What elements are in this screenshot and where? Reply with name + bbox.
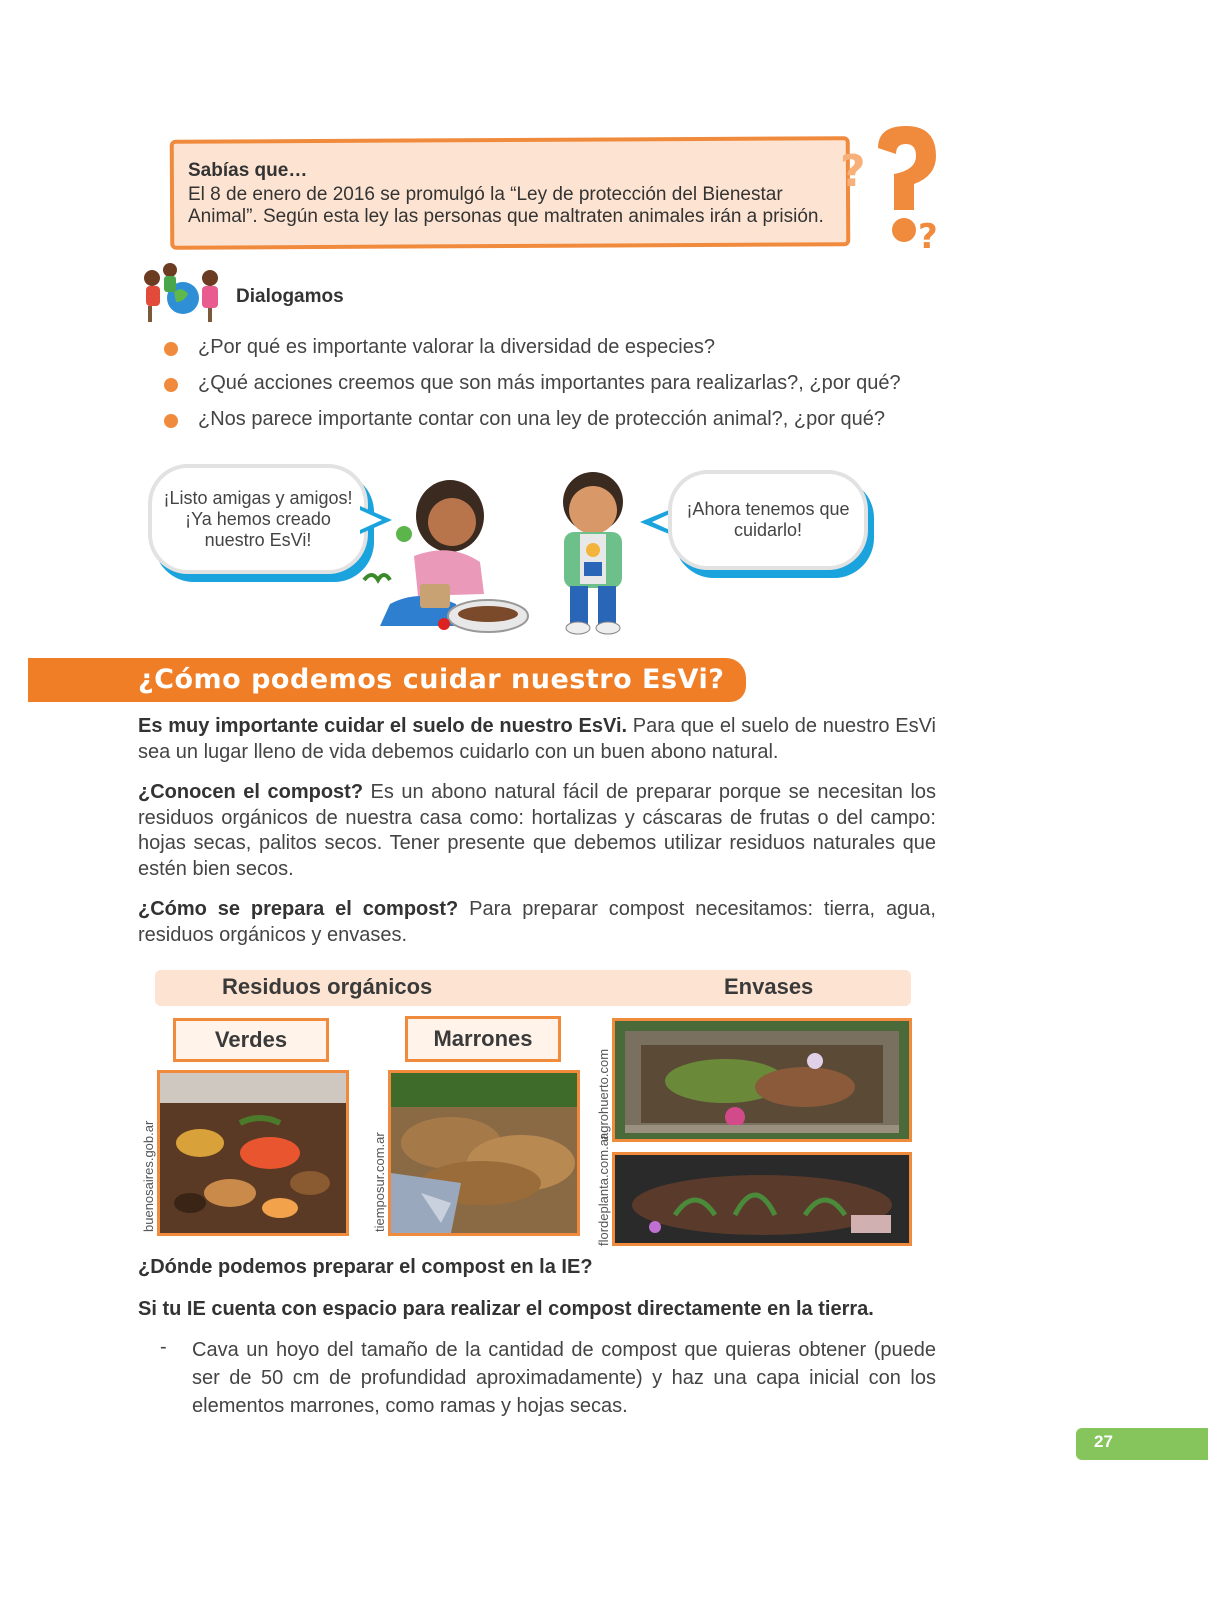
- list-item: ¿Nos parece importante contar con una ley de protección animal?, ¿por qué?: [164, 408, 901, 444]
- children-globe-icon: [138, 258, 228, 328]
- dialog-questions-list: [164, 336, 901, 444]
- verdes-photo: [157, 1070, 349, 1236]
- svg-text:?: ?: [840, 146, 866, 197]
- speech-bubble-left: [148, 464, 368, 574]
- question-marks-icon: [838, 118, 948, 268]
- residuos-organicos-label: Residuos orgánicos: [222, 974, 433, 999]
- paragraph-suelo: Es muy importante cuidar el suelo de nuestro EsVi. Para que el suelo de nuestro EsVi sea un lugar lleno de vida debemos cuidarlo con un buen abono natural.: [138, 715, 936, 763]
- speech-bubble-right: [668, 470, 868, 570]
- bullet-icon: [164, 414, 178, 428]
- verdes-label: Verdes: [173, 1018, 329, 1062]
- marrones-photo: [388, 1070, 580, 1236]
- dialogamos-title: Dialogamos: [236, 286, 344, 307]
- bullet-icon: [164, 378, 178, 392]
- photo-credit: tiemposur.com.ar: [372, 1132, 387, 1232]
- sabias-que-text: El 8 de enero de 2016 se promulgó la “Ley de protección del Bienestar Animal”. Según esta ley las personas que maltraten animales irán a prisión.: [188, 184, 824, 227]
- sabias-que-title: Sabías que…: [188, 160, 308, 181]
- list-item: ¿Por qué es importante valorar la diversidad de especies?: [164, 336, 901, 372]
- paragraph-prepara: ¿Cómo se prepara el compost? Para preparar compost necesitamos: tierra, agua, residuos orgánicos y envases.: [138, 898, 936, 946]
- marrones-label: Marrones: [405, 1016, 561, 1062]
- where-subtitle: Si tu IE cuenta con espacio para realizar el compost directamente en la tierra.: [138, 1298, 874, 1320]
- where-question: ¿Dónde podemos preparar el compost en la IE?: [138, 1256, 593, 1278]
- svg-text:?: ?: [918, 217, 938, 257]
- list-item: ¿Qué acciones creemos que son más importantes para realizarlas?, ¿por qué?: [164, 372, 901, 408]
- photo-credit: agrohuerto.com: [596, 1048, 611, 1140]
- boy-illustration: [548, 470, 638, 635]
- page-number: 27: [1094, 1432, 1113, 1451]
- speech-bubble-left-text: ¡Listo amigas y amigos! ¡Ya hemos creado nuestro EsVi!: [163, 487, 353, 550]
- envases-label: Envases: [724, 974, 814, 999]
- paragraph-compost: ¿Conocen el compost? Es un abono natural fácil de preparar porque se necesitan los residuos orgánicos de nuestra casa como: hortalizas y cáscaras de frutas o del campo: hojas secas, palitos secos. Tener presente que debemos utilizar residuos naturales que estén bien secos.: [138, 781, 937, 880]
- envases-photo-1: [612, 1018, 912, 1142]
- envases-photo-2: [612, 1152, 912, 1246]
- speech-bubble-right-text: ¡Ahora tenemos que cuidarlo!: [686, 499, 850, 540]
- girl-illustration: [360, 476, 540, 636]
- list-dash: -: [160, 1336, 167, 1358]
- photo-credit: buenosaires.gob.ar: [141, 1120, 156, 1232]
- section-title: ¿Cómo podemos cuidar nuestro EsVi?: [138, 664, 725, 695]
- bullet-icon: [164, 342, 178, 356]
- step-text: Cava un hoyo del tamaño de la cantidad de compost que quieras obtener (puede ser de 50 cm de profundidad aproximadamente) y haz una capa inicial con los elementos marrones, como ramas y hojas secas.: [192, 1339, 936, 1417]
- photo-credit: flordeplanta.com.ar: [596, 1134, 611, 1246]
